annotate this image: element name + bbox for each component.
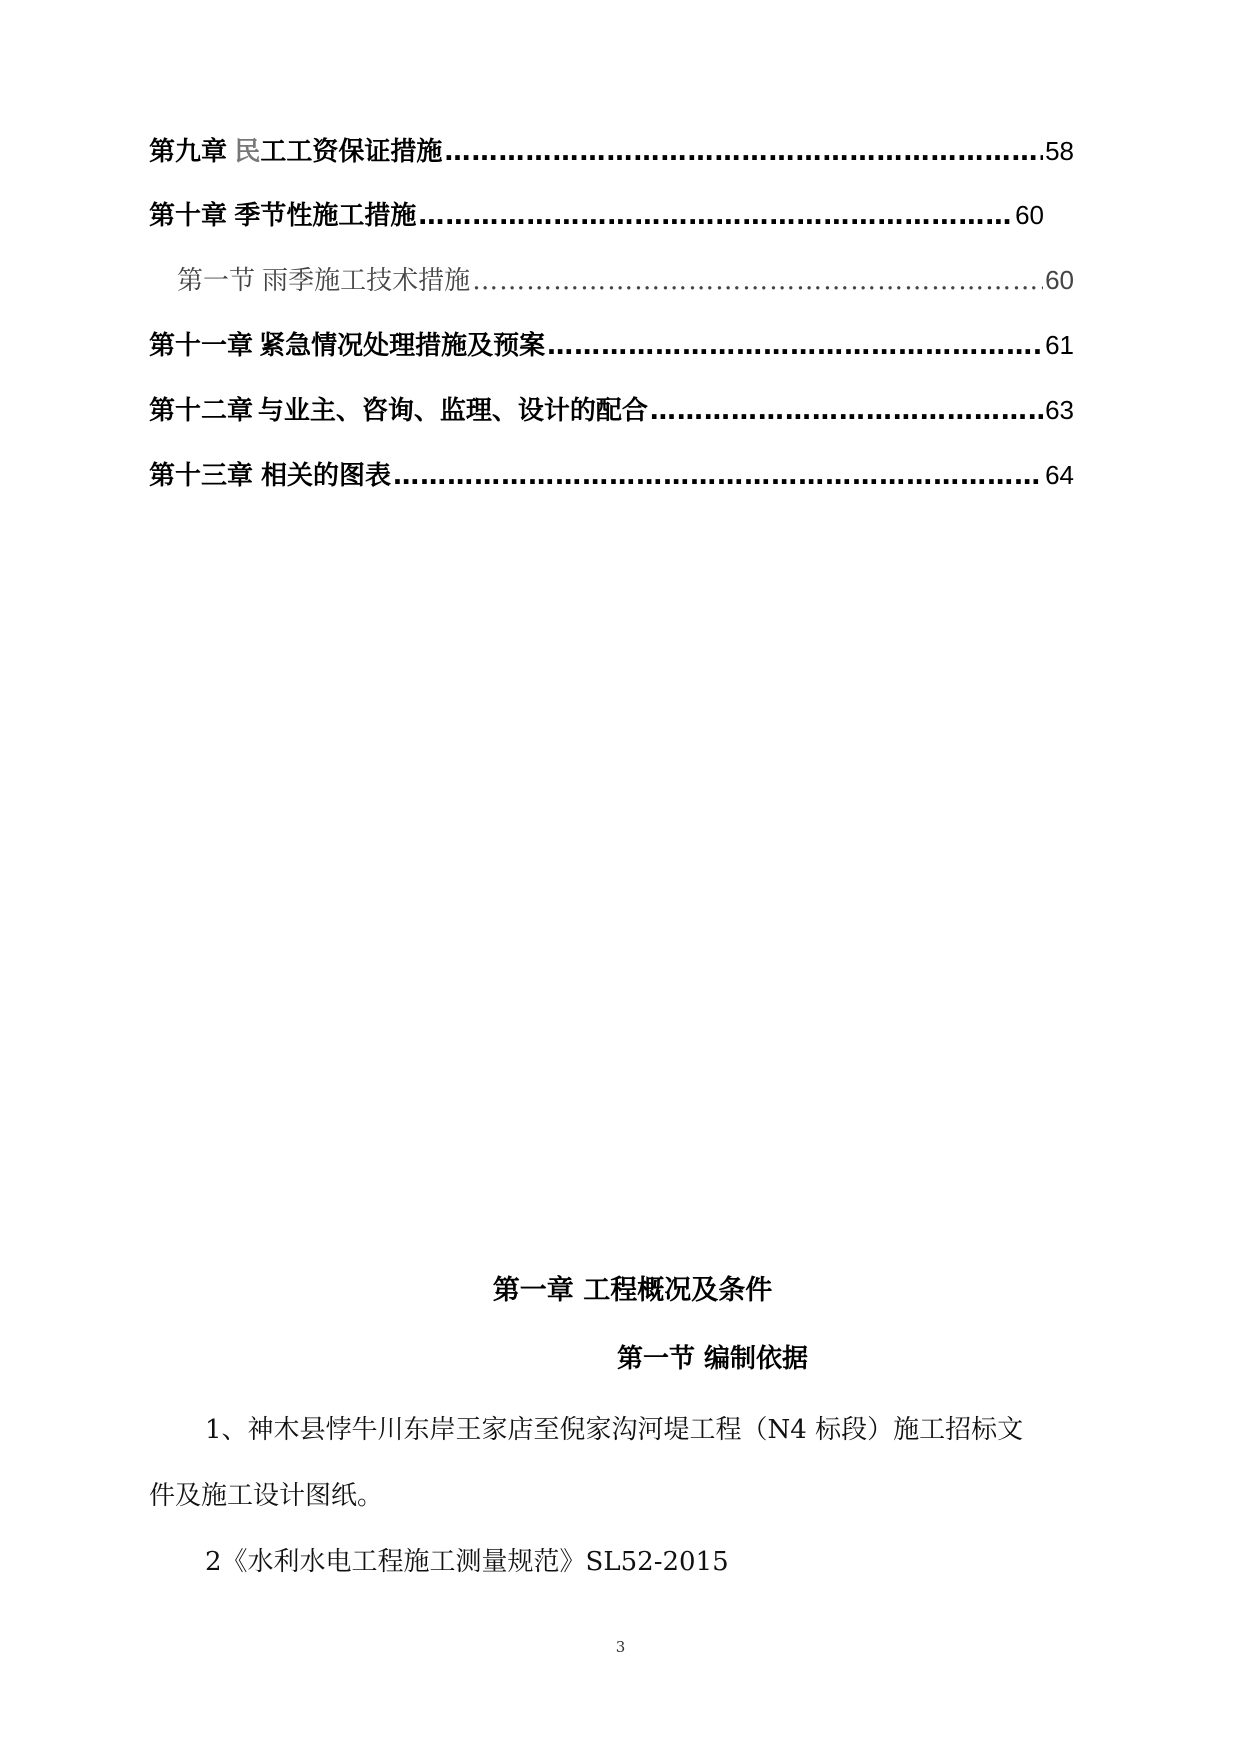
toc-entry-page: 64 [1045, 460, 1074, 490]
body-paragraph-2: 2《水利水电工程施工测量规范》SL52-2015 [205, 1547, 729, 1577]
chapter-heading: 第一章 工程概况及条件 [492, 1275, 773, 1306]
toc-entry-mark: 民 [234, 137, 261, 167]
toc-entry-chapter-12[interactable] [149, 390, 1074, 430]
toc-entry-prefix: 第十三章 [149, 461, 254, 491]
toc-entry-chapter-13[interactable] [149, 455, 1074, 495]
toc-entry-page: 58 [1045, 136, 1074, 166]
toc-entry-title: 工工资保证措施 [260, 137, 443, 167]
toc-entry-page: 61 [1045, 330, 1074, 360]
toc-entry-prefix: 第一节 [177, 266, 256, 296]
toc-entry-title: 季节性施工措施 [234, 201, 417, 231]
toc-entry-page: 63 [1045, 395, 1074, 425]
section-heading: 第一节 编制依据 [616, 1344, 809, 1374]
toc-entry-chapter-10[interactable] [149, 195, 1044, 235]
toc-entry-prefix: 第十二章 [149, 396, 254, 426]
toc-entry-title: 雨季施工技术措施 [262, 266, 471, 296]
toc-entry-title: 紧急情况处理措施及预案 [259, 331, 546, 361]
toc-entry-section-1[interactable] [177, 260, 1074, 300]
body-paragraph-1-line-1: 1、神木县悖牛川东岸王家店至倪家沟河堤工程（N4 标段）施工招标文 [205, 1415, 1024, 1445]
toc-leader-dots [472, 261, 1043, 301]
toc-entry-chapter-9[interactable] [149, 131, 1074, 171]
body-paragraph-1-line-2: 件及施工设计图纸。 [149, 1481, 384, 1511]
toc-leader-dots [393, 456, 1043, 496]
toc-entry-title: 相关的图表 [261, 461, 392, 491]
page-number: 3 [615, 1638, 626, 1656]
toc-leader-dots [418, 196, 1013, 236]
toc-leader-dots [444, 132, 1043, 172]
toc-entry-page: 60 [1045, 265, 1074, 295]
toc-entry-prefix: 第十一章 [149, 331, 254, 361]
toc-leader-dots [650, 391, 1043, 431]
toc-leader-dots [547, 326, 1043, 366]
toc-entry-chapter-11[interactable] [149, 325, 1074, 365]
toc-entry-title: 与业主、咨询、监理、设计的配合 [257, 396, 648, 426]
toc-entry-page: 60 [1015, 200, 1044, 230]
toc-entry-prefix: 第十章 [149, 201, 228, 231]
toc-entry-prefix: 第九章 [149, 137, 228, 167]
